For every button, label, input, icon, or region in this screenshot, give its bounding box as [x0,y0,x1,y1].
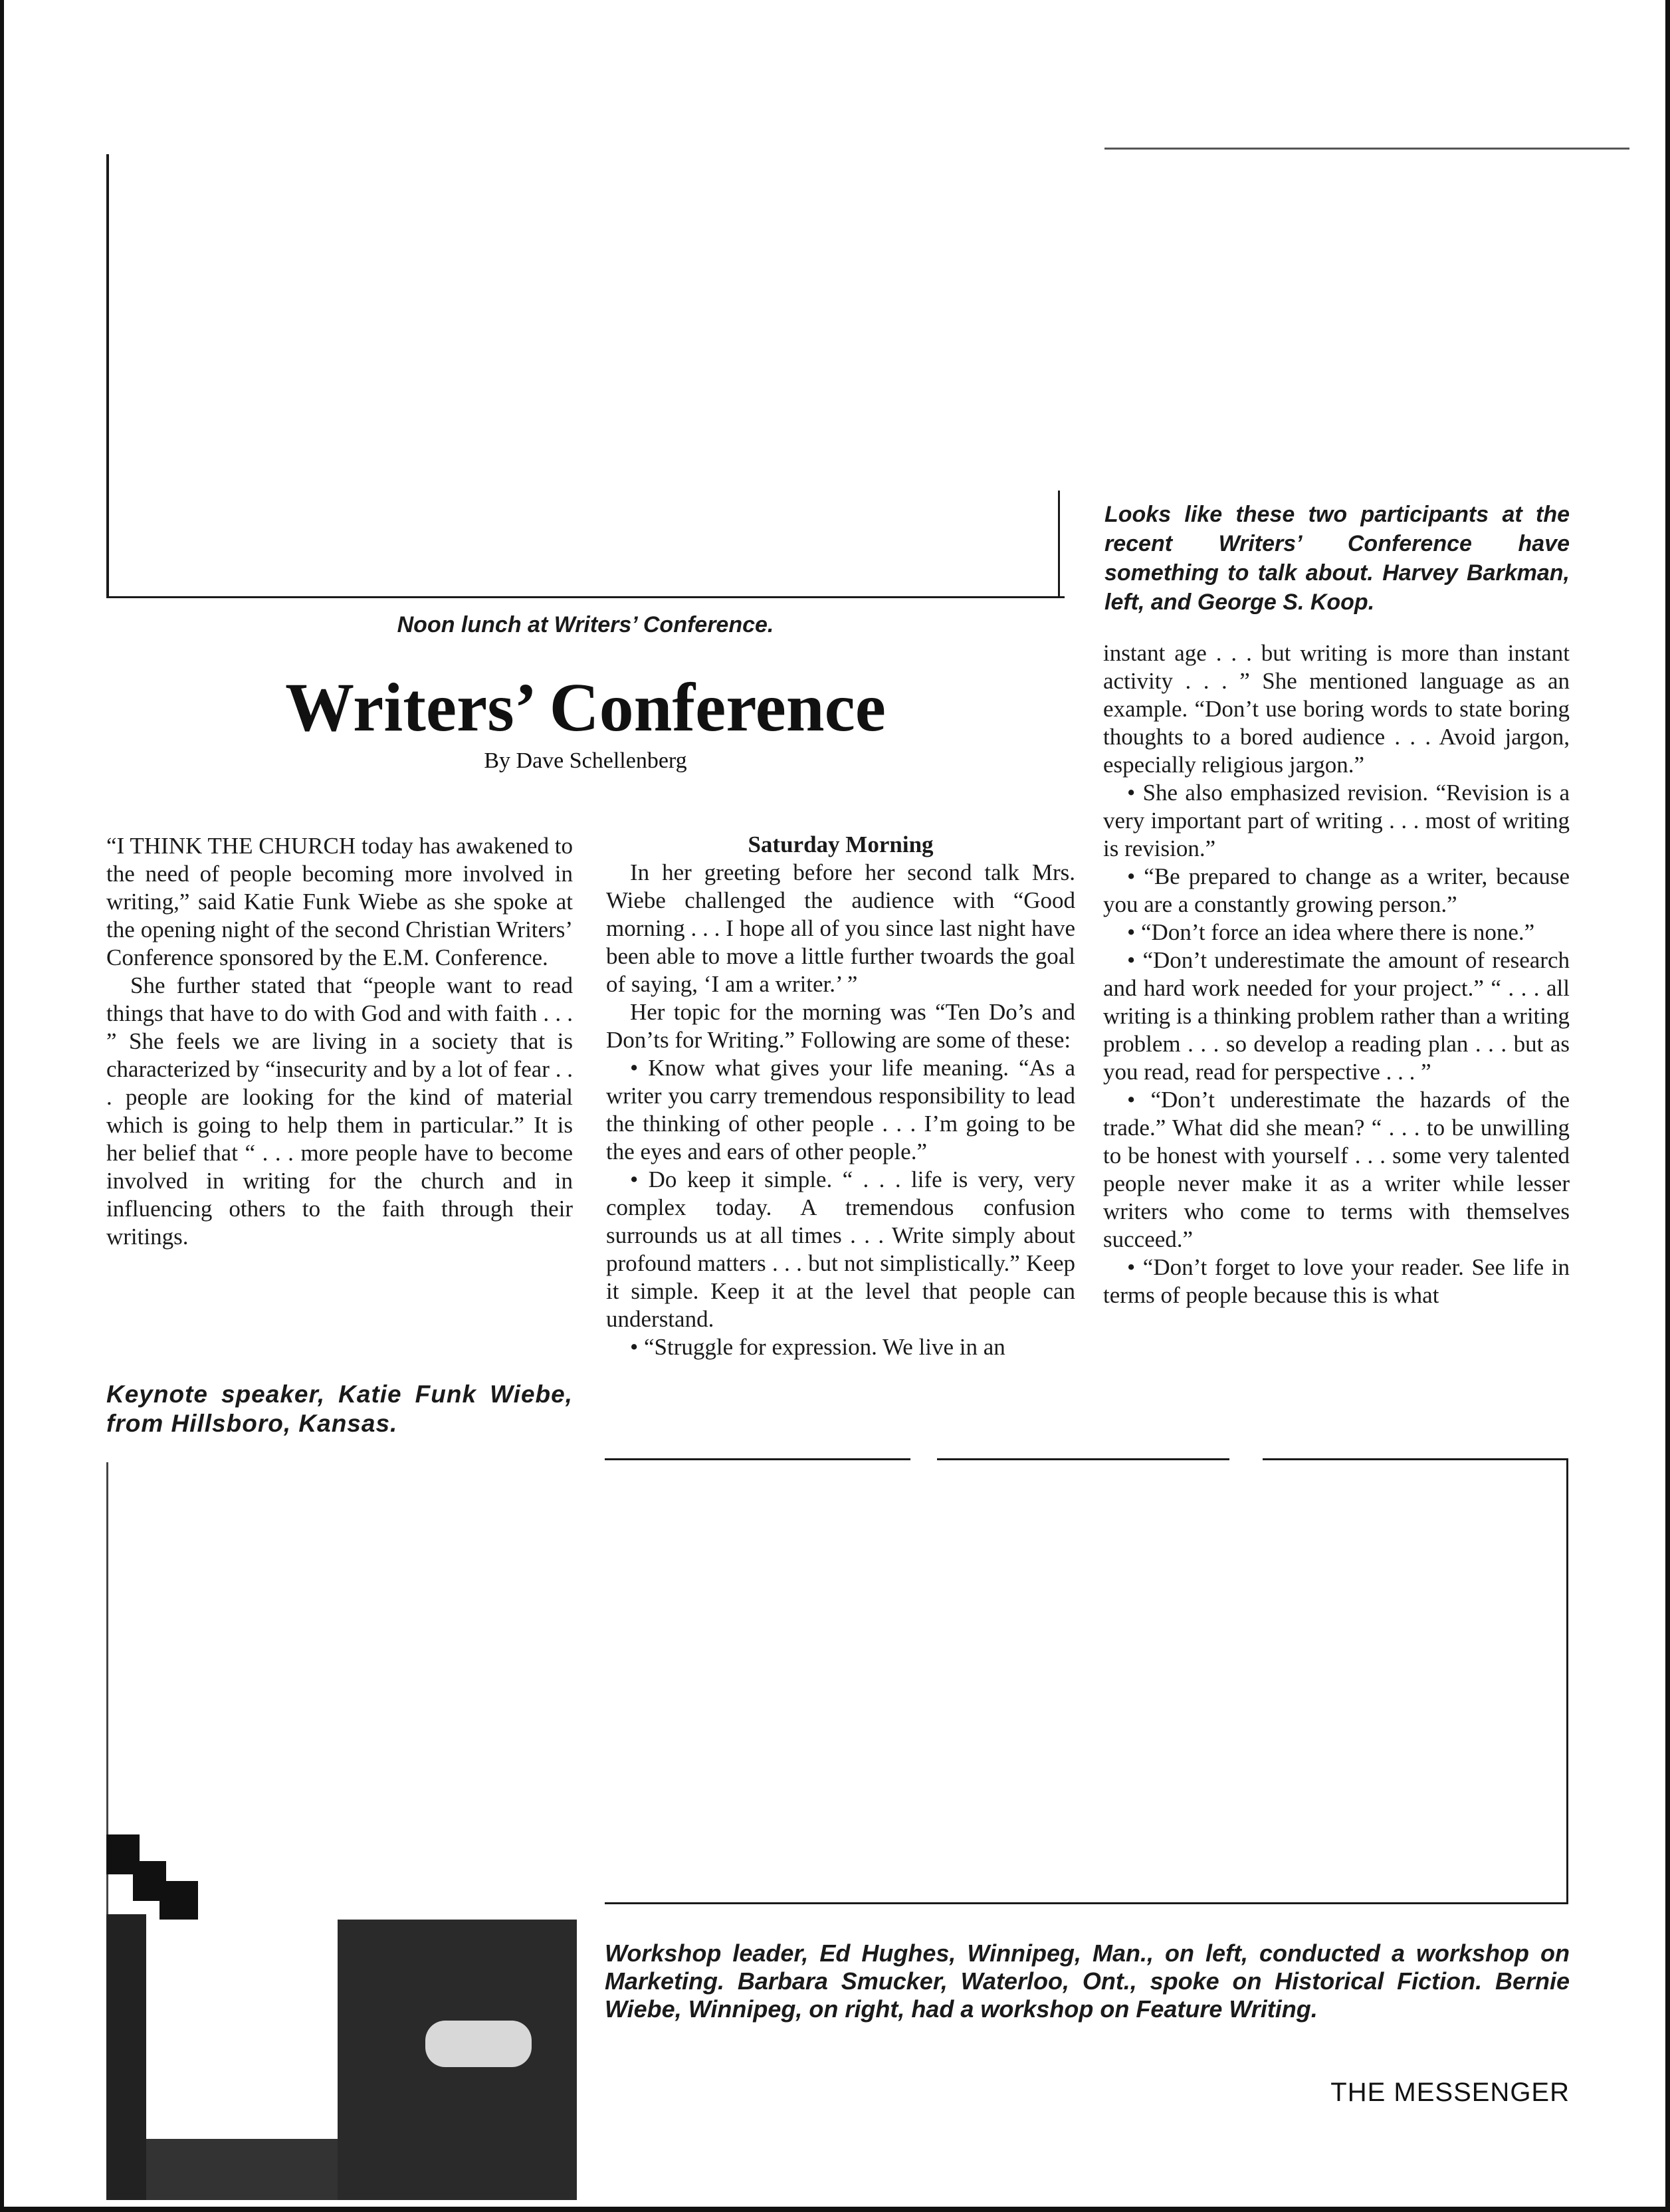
workshop-photo-top-rule [937,1458,1229,1460]
saturday-morning-heading: Saturday Morning [748,831,934,857]
participants-caption: Looks like these two participants at the recent Writers’ Conference have something to talk about. Harvey Barkman, left, and George S. Koop. [1104,502,1570,615]
article-column-2 [606,831,1075,1361]
column-2-paragraph: • Do keep it simple. “ . . . life is very, very complex today. A tremendous confusion surrounds us at all times . . . Write simply about profound matters . . . but not simplistically.” Keep it simple. Keep it at the level that people can understand. [606,1166,1075,1332]
column-1-paragraph: She further stated that “people want to read things that have to do with God and with faith . . . ” She feels we are living in a society that is characterized by “insecurity and by a lot of fear . . . people are looking for the kind of material which is going to help them in particular.” It is her belief that “ . . . more people have to become involved in writing for the church and in influencing others to the faith through their writings. [106,972,573,1250]
article-byline: By Dave Schellenberg [484,748,687,773]
column-1-paragraph: “I THINK THE CHURCH today has awakened to the need of people becoming more involved in writing,” said Katie Funk Wiebe as she spoke at the opening night of the second Christian Writers’ Conference sponsored by the E.M. Conference. [106,833,573,970]
photo-frame-right-edge [1058,491,1060,598]
column-3-paragraph: • “Don’t underestimate the amount of research and hard work needed for your project.” “ . . . all writing is a thinking problem rather than a writing problem . . . so develop a reading plan . . . but as you read, read for perspective . . . ” [1103,947,1570,1085]
participants-photo-top-rule [1104,148,1629,150]
column-3-paragraph: • “Be prepared to change as a writer, because you are a constantly growing person.” [1103,863,1570,917]
column-3-paragraph: • “Don’t underestimate the hazards of the trade.” What did she mean? “ . . . to be unwilling to be honest with yourself . . . some very talented people never make it as a writer while lesser writers who come to terms with themselves succeed.” [1103,1087,1570,1252]
column-2-paragraph: Her topic for the morning was “Ten Do’s and Don’ts for Writing.” Following are some of these: [606,999,1075,1053]
workshop-photo-bottom-rule [605,1902,1568,1904]
noon-lunch-caption: Noon lunch at Writers’ Conference. [397,612,774,637]
photo-light-region [146,1920,338,2139]
scan-edge-line [0,0,4,2212]
photo-dark-region [146,2139,338,2200]
publication-name: THE MESSENGER [1330,2078,1570,2107]
photo-dark-block [159,1881,198,1921]
scan-edge-line [0,2207,1670,2212]
column-2-paragraph: • “Struggle for expression. We live in an [630,1334,1005,1360]
hand-detail [425,2021,532,2067]
noon-lunch-photo [106,154,1065,598]
column-2-paragraph: • Know what gives your life meaning. “As a writer you carry tremendous responsibility to lead the thinking of other people . . . I’m going to be the eyes and ears of other people.” [606,1055,1075,1164]
participants-photo [1104,154,1629,487]
column-2-paragraph: In her greeting before her second talk Mrs. Wiebe challenged the audience with “Good morning . . . I hope all of you since last night have been able to move a little further twoards the goal of saying, ‘I am a writer.’ ” [606,859,1075,997]
scan-edge-line [1665,0,1670,2212]
keynote-caption: Keynote speaker, Katie Funk Wiebe, from Hillsboro, Kansas. [106,1381,573,1437]
photo-dark-region [106,1914,146,2200]
column-3-paragraph: • She also emphasized revision. “Revision is a very important part of writing . . . most of writing is revision.” [1103,780,1570,861]
workshop-caption: Workshop leader, Ed Hughes, Winnipeg, Man., on left, conducted a workshop on Marketing. Barbara Smucker, Waterloo, Ont., spoke on Historical Fiction. Bernie Wiebe, Winnipeg, on right, had a workshop on Feature Writing. [605,1939,1570,2023]
column-3-paragraph: • “Don’t forget to love your reader. See life in terms of people because this is what [1103,1254,1570,1308]
workshop-photo-top-rule [605,1458,910,1460]
article-column-1 [106,832,573,1251]
article-column-3 [1103,639,1570,1309]
article-title: Writers’ Conference [285,669,886,746]
column-3-paragraph: • “Don’t force an idea where there is none.” [1127,919,1535,945]
workshop-photo [605,1458,1568,1904]
column-3-paragraph: instant age . . . but writing is more than instant activity . . . ” She mentioned language as an example. “Don’t use boring words to state boring thoughts to a bored audience . . . Avoid jargon, especially religious jargon.” [1103,640,1570,778]
workshop-photo-top-rule [1263,1458,1568,1460]
